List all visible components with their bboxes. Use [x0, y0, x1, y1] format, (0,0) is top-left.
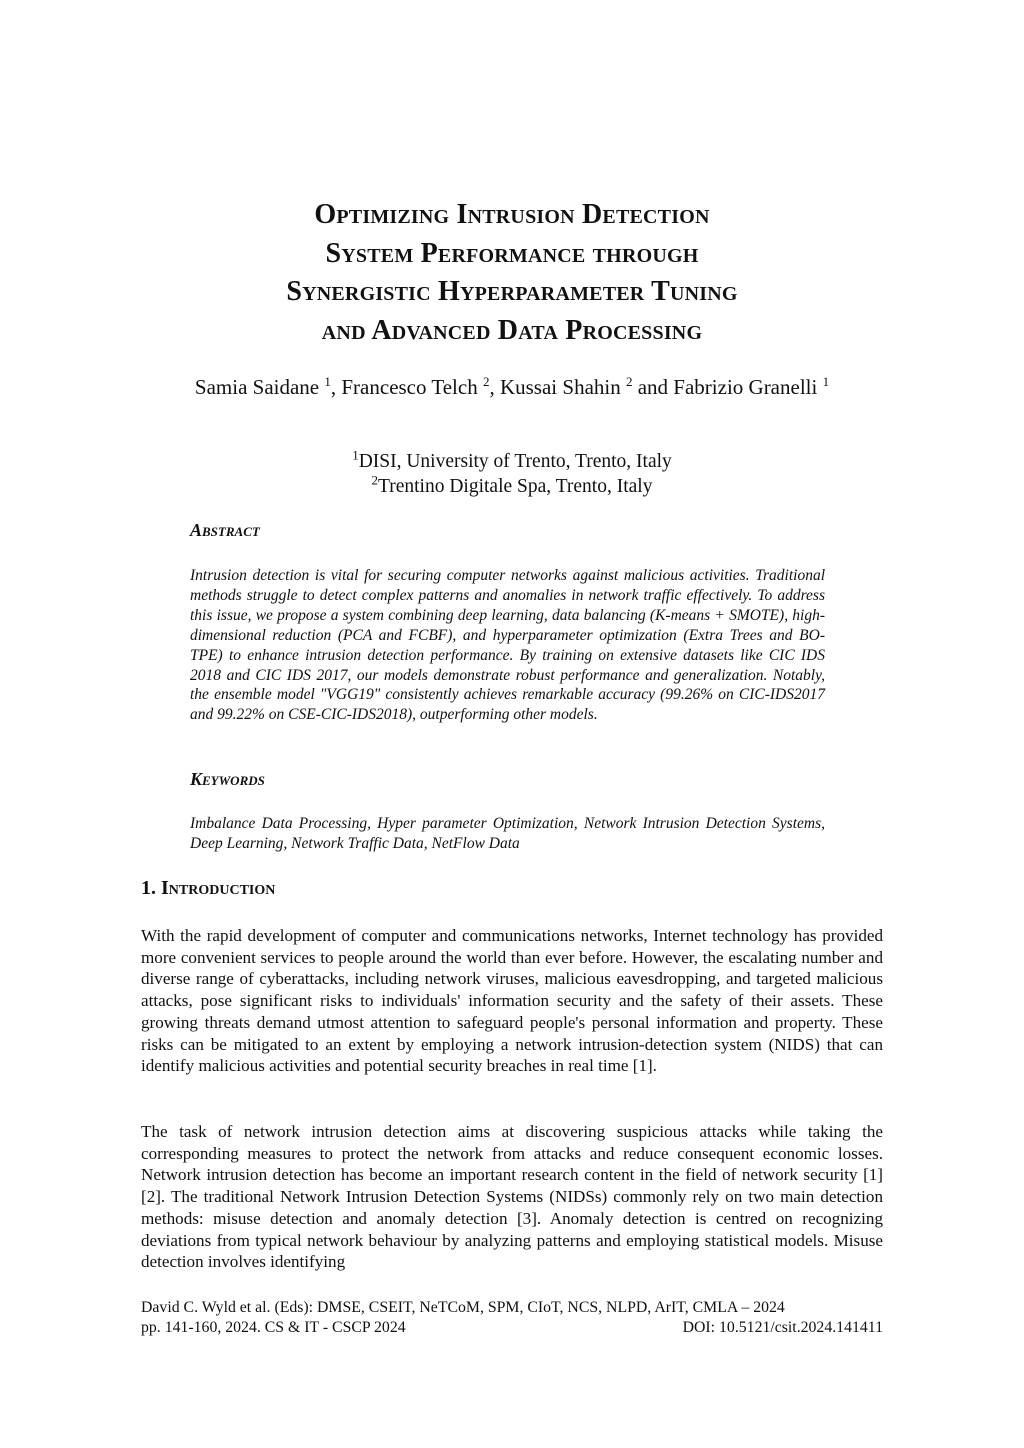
paper-title — [140, 196, 884, 350]
author-name: , Francesco Telch — [330, 375, 483, 399]
keywords-heading: Keywords — [190, 769, 265, 789]
author-affil-mark: 1 — [324, 374, 331, 389]
abstract-heading: Abstract — [190, 520, 260, 540]
author-affil-mark: 1 — [822, 374, 830, 389]
affiliation-line — [140, 449, 884, 474]
affil-mark: 2 — [371, 472, 379, 488]
affil-mark: 1 — [352, 447, 359, 463]
affiliation-line — [140, 474, 884, 499]
author-name: , Kussai Shahin — [489, 375, 626, 399]
title-line: Synergistic Hyperparameter Tuning — [286, 276, 738, 307]
footer-citation: David C. Wyld et al. (Eds): DMSE, CSEIT, NeTCoM, SPM, CIoT, NCS, NLPD, ArIT, CMLA – 2024 — [141, 1299, 785, 1316]
affiliation-text: Trentino Digitale Spa, Trento, Italy — [378, 476, 653, 497]
title-line: System Performance through — [325, 237, 699, 269]
author-affil-mark: 2 — [625, 374, 633, 389]
intro-paragraph-2: The task of network intrusion detection aims at discovering suspicious attacks while taking the corresponding measures to protect the network from attacks and reduce consequent economic losses. Network intrusion detection has become an important research content in the field of network security [1] [2]. The traditional Network Intrusion Detection Systems (NIDSs) commonly rely on two main detection methods: misuse detection and anomaly detection [3]. Anomaly detection is centred on recognizing deviations from typical network behaviour by analyzing patterns and employing statistical models. Misuse detection involves identifying — [141, 1122, 883, 1272]
affiliations — [140, 449, 884, 499]
title-line: and Advanced Data Processing — [321, 314, 703, 346]
author-list — [140, 374, 884, 401]
author-name: and Fabrizio Granelli — [632, 375, 823, 399]
page-footer — [141, 1298, 883, 1338]
affiliation-text: DISI, University of Trento, Trento, Italy — [358, 451, 672, 472]
keywords-body: Imbalance Data Processing, Hyper parameter Optimization, Network Intrusion Detection Systems, Deep Learning, Network Traffic Data, NetFlow Data — [190, 815, 825, 852]
author-affil-mark: 2 — [482, 374, 490, 389]
author-name: Samia Saidane — [194, 375, 325, 399]
intro-paragraph-1: With the rapid development of computer and communications networks, Internet technology has provided more convenient services to people around the world than ever before. However, the escalating number and diverse range of cyberattacks, including network viruses, malicious eavesdropping, and targeted malicious attacks, pose significant risks to individuals' information security and the safety of their assets. These growing threats demand utmost attention to safeguard people's personal information and property. These risks can be mitigated to an extent by employing a network intrusion-detection system (NIDS) that can identify malicious activities and potential security breaches in real time [1]. — [141, 926, 883, 1076]
footer-doi: DOI: 10.5121/csit.2024.141411 — [682, 1319, 883, 1336]
footer-pages: pp. 141-160, 2024. CS & IT - CSCP 2024 — [141, 1319, 406, 1336]
introduction-heading: 1. Introduction — [141, 877, 276, 899]
title-line: Optimizing Intrusion Detection — [314, 199, 710, 230]
abstract-body: Intrusion detection is vital for securing computer networks against malicious activities. Traditional methods struggle to detect complex patterns and anomalies in network traffic effectively. To address this issue, we propose a system combining deep learning, data balancing (K-means + SMOTE), high-dimensional reduction (PCA and FCBF), and hyperparameter optimization (Extra Trees and BO-TPE) to enhance intrusion detection performance. By training on extensive datasets like CIC IDS 2018 and CIC IDS 2017, our models demonstrate robust performance and generalization. Notably, the ensemble model "VGG19" consistently achieves remarkable accuracy (99.26% on CIC-IDS2017 and 99.22% on CSE-CIC-IDS2018), outperforming other models. — [190, 567, 825, 724]
